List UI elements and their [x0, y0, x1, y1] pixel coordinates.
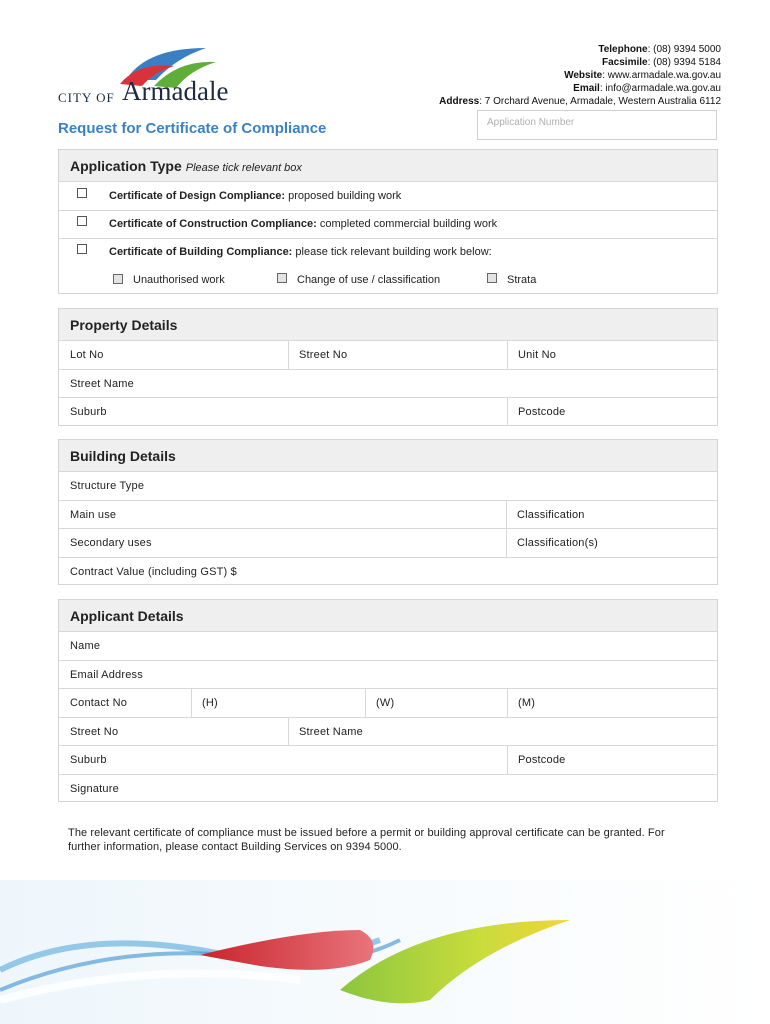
postcode-label: Postcode [518, 406, 566, 418]
website-line: Website: www.armadale.wa.gov.au [564, 70, 721, 81]
telephone-line: Telephone: (08) 9394 5000 [598, 44, 721, 55]
applicant-row-contact [59, 688, 717, 717]
work-phone-label: (W) [376, 697, 395, 709]
application-type-section [58, 149, 718, 294]
applicant-row-email [59, 660, 717, 688]
mobile-phone-label: (M) [518, 697, 536, 709]
applicant-street-name-field[interactable] [288, 718, 717, 745]
structure-type-field[interactable]: Structure Type [70, 480, 145, 492]
building-details-section [58, 439, 718, 585]
street-no-field[interactable] [288, 341, 505, 369]
classifications-field[interactable] [506, 529, 717, 557]
lot-no-field[interactable]: Lot No [70, 349, 104, 361]
postcode-field[interactable] [507, 398, 717, 426]
footer-swoosh-decoration [0, 880, 770, 1024]
applicant-row-signature [59, 774, 717, 802]
option-design-row [59, 181, 717, 210]
applicant-postcode-field[interactable] [507, 746, 717, 774]
logo-city-text: CITY OF [58, 90, 115, 105]
footnote-text: The relevant certificate of compliance must be issued before a permit or building approval certificate can be granted. For further information, please contact Building Services on 9394 5000. [68, 827, 665, 853]
city-of-armadale-logo [58, 40, 258, 112]
strata-label: Strata [507, 274, 537, 286]
option-construction-label: Certificate of Construction Compliance: completed commercial building work [109, 218, 498, 230]
design-compliance-checkbox[interactable] [77, 188, 87, 198]
unit-no-label: Unit No [518, 349, 557, 361]
mobile-phone-field[interactable] [507, 689, 717, 717]
applicant-suburb-field[interactable]: Suburb [70, 754, 107, 766]
applicant-postcode-label: Postcode [518, 754, 566, 766]
classifications-label: Classification(s) [517, 537, 599, 549]
logo-name-text: Armadale [122, 76, 229, 106]
unit-no-field[interactable] [507, 341, 717, 369]
signature-field[interactable]: Signature [70, 783, 119, 795]
section-title: Applicant Details [70, 608, 184, 624]
building-row-4 [59, 557, 717, 585]
option-building-row [59, 238, 717, 294]
email-line: Email: info@armadale.wa.gov.au [573, 83, 721, 94]
change-of-use-checkbox[interactable] [277, 273, 287, 283]
option-design-label: Certificate of Design Compliance: proposed building work [109, 190, 402, 202]
applicant-row-street [59, 717, 717, 745]
building-details-header [59, 440, 717, 471]
email-address-field[interactable]: Email Address [70, 669, 143, 681]
home-phone-field[interactable] [191, 689, 363, 717]
property-details-header [59, 309, 717, 340]
construction-compliance-checkbox[interactable] [77, 216, 87, 226]
home-phone-label: (H) [202, 697, 218, 709]
building-compliance-checkbox[interactable] [77, 244, 87, 254]
address-line: Address: 7 Orchard Avenue, Armadale, Western Australia 6112 [439, 96, 721, 107]
applicant-row-suburb [59, 745, 717, 774]
option-building-label: Certificate of Building Compliance: please tick relevant building work below: [109, 246, 492, 258]
main-use-field[interactable]: Main use [70, 509, 117, 521]
contact-no-label: Contact No [70, 697, 128, 709]
applicant-details-header [59, 600, 717, 631]
option-construction-row [59, 210, 717, 238]
secondary-uses-field[interactable]: Secondary uses [70, 537, 152, 549]
classification-field[interactable] [506, 501, 717, 528]
property-row-1 [59, 340, 717, 369]
building-row-1 [59, 471, 717, 500]
contract-value-field[interactable]: Contract Value (including GST) $ [70, 566, 237, 578]
section-title: Property Details [70, 317, 178, 333]
building-row-3 [59, 528, 717, 557]
street-name-field[interactable]: Street Name [70, 378, 134, 390]
applicant-street-name-label: Street Name [299, 726, 363, 738]
application-number-placeholder: Application Number [487, 117, 575, 128]
applicant-street-no-field[interactable]: Street No [70, 726, 119, 738]
application-number-field[interactable] [477, 110, 717, 140]
street-no-label: Street No [299, 349, 348, 361]
facsimile-line: Facsimile: (08) 9394 5184 [602, 57, 721, 68]
work-phone-field[interactable] [365, 689, 505, 717]
section-title: Building Details [70, 448, 176, 464]
name-field[interactable]: Name [70, 640, 101, 652]
property-row-2 [59, 369, 717, 397]
building-row-2 [59, 500, 717, 528]
suburb-field[interactable]: Suburb [70, 406, 107, 418]
unauthorised-work-checkbox[interactable] [113, 274, 123, 284]
applicant-row-name [59, 631, 717, 660]
application-type-header [59, 150, 717, 181]
applicant-details-section [58, 599, 718, 802]
section-title: Application Type Please tick relevant box [70, 158, 302, 174]
property-details-section [58, 308, 718, 426]
page-title: Request for Certificate of Compliance [58, 120, 327, 137]
unauthorised-work-label: Unauthorised work [133, 274, 225, 286]
change-of-use-label: Change of use / classification [297, 274, 441, 286]
contact-details [439, 43, 721, 108]
property-row-3 [59, 397, 717, 426]
classification-label: Classification [517, 509, 585, 521]
strata-checkbox[interactable] [487, 273, 497, 283]
